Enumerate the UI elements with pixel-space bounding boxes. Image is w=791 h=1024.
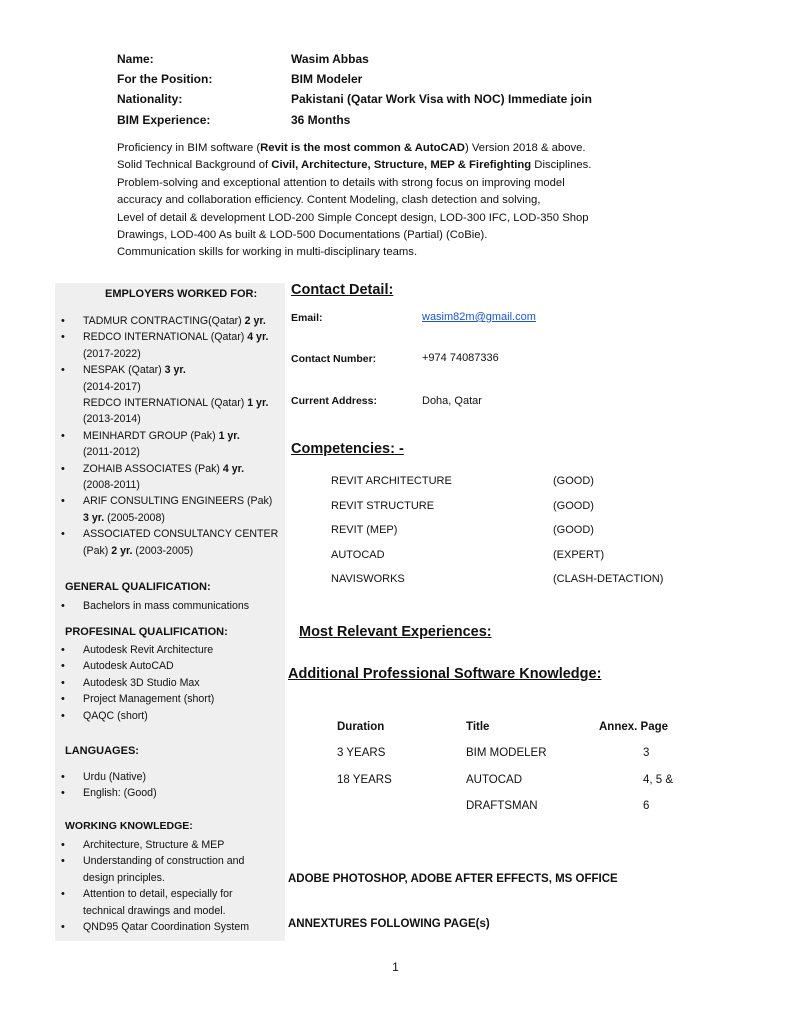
working-knowledge-item: • Understanding of construction and bbox=[55, 853, 285, 869]
competency-level: (CLASH-DETACTION) bbox=[553, 573, 664, 585]
name-value: Wasim Abbas bbox=[291, 52, 369, 66]
contact-number-value: +974 74087336 bbox=[422, 352, 499, 364]
summary-bold: Revit is the most common & AutoCAD bbox=[260, 142, 465, 154]
professional-item: • Project Management (short) bbox=[55, 691, 285, 707]
position-label: For the Position: bbox=[117, 72, 213, 86]
relevant-experience-title: Most Relevant Experiences: bbox=[299, 624, 492, 640]
software-list: ADOBE PHOTOSHOP, ADOBE AFTER EFFECTS, MS OFFICE bbox=[288, 873, 618, 885]
working-knowledge-item: • Architecture, Structure & MEP bbox=[55, 837, 285, 853]
competency-level: (GOOD) bbox=[553, 475, 594, 487]
competency-level: (GOOD) bbox=[553, 524, 594, 536]
employer-item bbox=[55, 395, 285, 411]
employer-item bbox=[55, 346, 285, 362]
professional-item: • Autodesk Revit Architecture bbox=[55, 642, 285, 658]
employer-text: (2014-2017) bbox=[83, 380, 141, 393]
bim-experience-value: 36 Months bbox=[291, 113, 351, 127]
email-link[interactable]: wasim82m@gmail.com bbox=[422, 311, 536, 323]
sidebar-panel bbox=[55, 283, 285, 941]
languages-title: LANGUAGES: bbox=[65, 745, 139, 757]
summary-line: Level of detail & development LOD-200 Simple Concept design, LOD-300 IFC, LOD-350 Shop bbox=[117, 211, 589, 224]
languages-list bbox=[55, 769, 285, 802]
professional-item: • Autodesk AutoCAD bbox=[55, 658, 285, 674]
employer-text: (2011-2012) bbox=[83, 446, 140, 459]
summary-line bbox=[117, 140, 677, 157]
summary-text: Solid Technical Background of bbox=[117, 159, 272, 172]
qualification-item: • Bachelors in mass communications bbox=[55, 598, 285, 614]
col-annex-page: Annex. Page bbox=[599, 721, 669, 733]
employer-text: ARIF CONSULTING ENGINEERS (Pak) bbox=[83, 495, 273, 508]
summary-text: ) Version 2018 & above. bbox=[464, 142, 586, 154]
employer-text: (2008-2011) bbox=[83, 479, 140, 492]
profile-summary bbox=[117, 140, 677, 262]
employer-years: 4 yr. bbox=[222, 462, 245, 475]
experience-annex-page: 4, 5 & bbox=[643, 774, 674, 786]
email-label: Email: bbox=[291, 312, 323, 324]
employer-years: 3 yr. bbox=[164, 364, 186, 377]
employer-text: NESPAK (Qatar) bbox=[83, 364, 165, 377]
employer-years: 3 yr. bbox=[83, 511, 108, 524]
competency-name: REVIT (MEP) bbox=[331, 524, 398, 536]
summary-line: Drawings, LOD-400 As built & LOD-500 Documentations (Partial) (CoBie). bbox=[117, 229, 488, 242]
working-knowledge-item: • Attention to detail, especially for bbox=[55, 886, 285, 902]
employer-item bbox=[55, 329, 285, 345]
address-value: Doha, Qatar bbox=[422, 395, 482, 407]
employer-text: TADMUR CONTRACTING(Qatar) bbox=[83, 315, 245, 327]
summary-text: Proficiency in BIM software ( bbox=[117, 142, 261, 154]
competencies-title: Competencies: - bbox=[291, 441, 404, 457]
software-knowledge-title: Additional Professional Software Knowledge: bbox=[288, 666, 602, 682]
employer-item bbox=[55, 362, 285, 378]
general-qualification-list bbox=[55, 598, 285, 614]
competency-level: (EXPERT) bbox=[553, 548, 605, 561]
working-knowledge-item: • QND95 Qatar Coordination System bbox=[55, 919, 285, 935]
professional-item: • Autodesk 3D Studio Max bbox=[55, 675, 285, 691]
employer-item bbox=[55, 543, 285, 559]
competency-name: REVIT STRUCTURE bbox=[331, 499, 435, 512]
summary-line bbox=[117, 157, 677, 174]
nationality-value: Pakistani (Qatar Work Visa with NOC) Immediate join bbox=[291, 92, 592, 106]
position-value: BIM Modeler bbox=[291, 72, 363, 86]
employer-text: REDCO INTERNATIONAL (Qatar) bbox=[83, 397, 248, 410]
language-item: • English: (Good) bbox=[55, 785, 285, 801]
employer-item bbox=[55, 493, 285, 509]
summary-text: Disciplines. bbox=[531, 159, 592, 172]
employer-text: (Pak) bbox=[83, 544, 112, 557]
employer-item bbox=[55, 477, 285, 493]
employer-item bbox=[55, 461, 285, 477]
language-item: • Urdu (Native) bbox=[55, 769, 285, 785]
employer-text: ASSOCIATED CONSULTANCY CENTER bbox=[83, 528, 279, 541]
professional-qualification-title: PROFESINAL QUALIFICATION: bbox=[65, 626, 228, 638]
employer-period: (2003-2005) bbox=[132, 544, 194, 557]
employer-years: 2 yr. bbox=[111, 544, 133, 557]
experience-annex-page: 3 bbox=[643, 747, 650, 759]
employers-title: EMPLOYERS WORKED FOR: bbox=[105, 288, 258, 300]
employer-years: 2 yr. bbox=[244, 315, 266, 327]
employer-item bbox=[55, 526, 285, 542]
employers-list bbox=[55, 313, 285, 559]
employer-years: 1 yr. bbox=[247, 397, 269, 410]
summary-line: accuracy and collaboration efficiency. Content Modeling, clash detection and solving, bbox=[117, 194, 541, 207]
page-number: 1 bbox=[392, 960, 399, 974]
experience-duration: 3 YEARS bbox=[337, 747, 386, 759]
name-label: Name: bbox=[117, 52, 154, 66]
experience-title: BIM MODELER bbox=[466, 747, 547, 759]
employer-text: (2013-2014) bbox=[83, 413, 141, 426]
contact-detail-title: Contact Detail: bbox=[291, 282, 394, 298]
employer-text: (2017-2022) bbox=[83, 347, 141, 360]
col-duration: Duration bbox=[337, 721, 385, 733]
employer-item bbox=[55, 428, 285, 444]
summary-line: Communication skills for working in multi-disciplinary teams. bbox=[117, 246, 418, 259]
working-knowledge-item: technical drawings and model. bbox=[83, 904, 226, 917]
employer-years: 1 yr. bbox=[218, 429, 240, 442]
experience-title: AUTOCAD bbox=[466, 774, 523, 786]
experience-annex-page: 6 bbox=[643, 800, 650, 812]
address-label: Current Address: bbox=[291, 395, 377, 407]
employer-years: 4 yr. bbox=[247, 331, 269, 344]
contact-number-label: Contact Number: bbox=[291, 353, 377, 365]
employer-text: ZOHAIB ASSOCIATES (Pak) bbox=[83, 462, 223, 475]
employer-text: (2005-2008) bbox=[107, 511, 165, 524]
competency-level: (GOOD) bbox=[553, 499, 594, 512]
competency-name: NAVISWORKS bbox=[331, 573, 405, 585]
working-knowledge-title: WORKING KNOWLEDGE: bbox=[65, 820, 193, 832]
employer-text: MEINHARDT GROUP (Pak) bbox=[83, 429, 219, 442]
professional-qualification-list bbox=[55, 642, 285, 724]
annexures-note: ANNEXTURES FOLLOWING PAGE(s) bbox=[288, 918, 490, 930]
experience-title: DRAFTSMAN bbox=[466, 800, 538, 812]
competency-name: AUTOCAD bbox=[331, 548, 385, 561]
working-knowledge-list bbox=[55, 837, 285, 935]
summary-bold: Civil, Architecture, Structure, MEP & Firefighting bbox=[271, 159, 532, 172]
employer-item bbox=[55, 313, 285, 329]
working-knowledge-item: design principles. bbox=[83, 871, 165, 884]
employer-item bbox=[55, 444, 285, 460]
experience-duration: 18 YEARS bbox=[337, 774, 392, 786]
employer-text: REDCO INTERNATIONAL (Qatar) bbox=[83, 331, 248, 344]
bim-experience-label: BIM Experience: bbox=[117, 113, 211, 127]
employer-item bbox=[55, 510, 285, 526]
nationality-label: Nationality: bbox=[117, 92, 183, 106]
employer-item bbox=[55, 379, 285, 395]
summary-line: Problem-solving and exceptional attention to details with strong focus on improving model bbox=[117, 176, 565, 189]
general-qualification-title: GENERAL QUALIFICATION: bbox=[65, 581, 211, 593]
competency-name: REVIT ARCHITECTURE bbox=[331, 475, 452, 487]
employer-item bbox=[55, 411, 285, 427]
col-title: Title bbox=[466, 721, 490, 733]
professional-item: • QAQC (short) bbox=[55, 708, 285, 724]
